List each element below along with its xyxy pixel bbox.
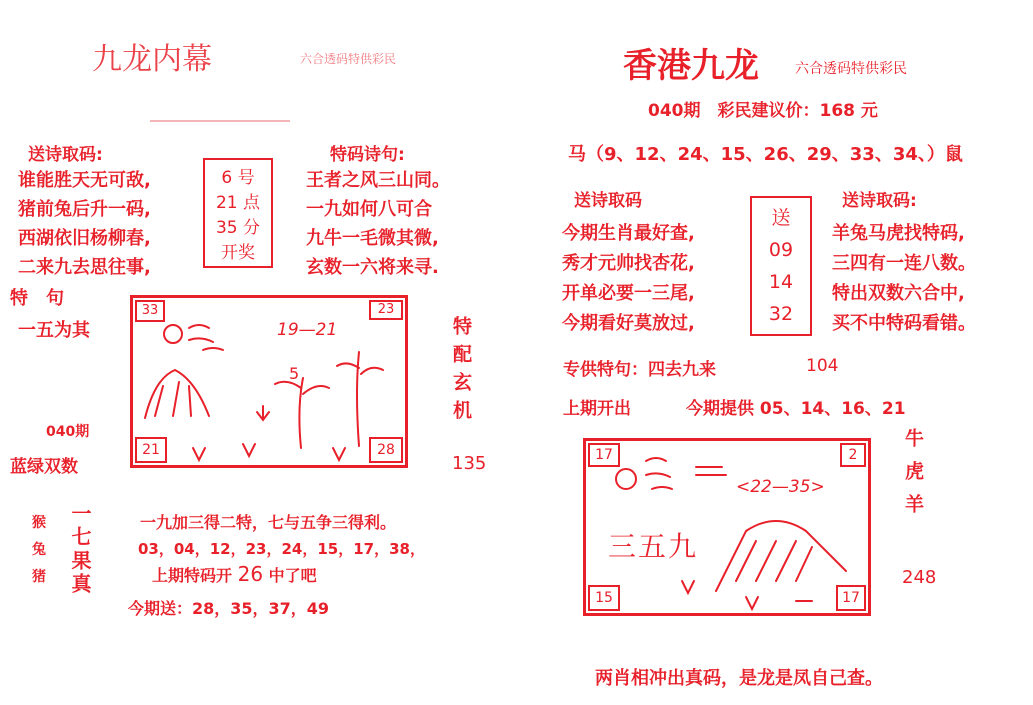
poem-line: 猪前兔后升一码, <box>18 199 151 220</box>
send-box-line: 14 <box>768 271 794 293</box>
right-special-label: 专供特句：四去九来 <box>563 360 716 380</box>
left-time-box <box>203 158 273 268</box>
poem-line: 一九如何八可合 <box>306 199 432 220</box>
zodiac-item: 兔 <box>32 542 46 558</box>
left-side-number: 135 <box>452 453 487 474</box>
send-box-line: 09 <box>768 239 794 261</box>
send-box-line: 32 <box>768 303 794 325</box>
poem-line: 谁能胜天无可敌, <box>18 170 151 191</box>
right-horse-line: 马（9、12、24、15、26、29、33、34、）鼠 <box>568 144 963 165</box>
right-title: 香港九龙 <box>623 46 759 86</box>
left-vertical-phrase-1: 一七 <box>68 503 92 549</box>
zodiac-item: 猴 <box>32 515 46 531</box>
left-vertical-phrase-2: 果真 <box>68 550 92 596</box>
left-poem-header-left: 送诗取码: <box>28 145 103 165</box>
last-number: 26 <box>237 562 264 586</box>
picture-corner-tl: 33 <box>135 300 165 322</box>
picture-corner-tl: 17 <box>588 443 620 467</box>
right-picture-frame <box>583 438 871 616</box>
poem-line: 开单必要一三尾, <box>562 283 695 304</box>
left-poem-right <box>306 166 450 282</box>
picture-corner-bl: 15 <box>588 585 620 611</box>
left-title-sub: 六合透码特供彩民 <box>300 52 397 66</box>
poem-line: 九牛一毛微其微, <box>306 228 439 249</box>
picture-corner-bl: 21 <box>135 437 167 463</box>
left-issue: 040期 <box>46 424 90 440</box>
last-prefix: 上期特码开 <box>152 566 233 585</box>
zodiac-item: 猪 <box>32 569 46 585</box>
left-poem-left <box>18 166 151 282</box>
left-title: 九龙内幕 <box>92 42 212 77</box>
poem-line: 秀才元帅找杏花, <box>562 253 695 274</box>
right-special-number: 104 <box>806 356 839 376</box>
picture-sketch <box>586 441 874 619</box>
left-side-vertical: 特配玄机 <box>450 316 472 428</box>
left-last-line <box>152 562 317 586</box>
poem-line: 二来九去思往事, <box>18 257 151 278</box>
poem-line: 买不中特码看错。 <box>832 313 976 334</box>
picture-corner-br: 28 <box>369 437 403 463</box>
left-formula: 一九加三得二特，七与五争三得利。 <box>140 513 397 532</box>
picture-scribble: 19—21 <box>277 320 338 340</box>
right-poem-right <box>832 219 976 339</box>
right-side-number: 248 <box>902 567 937 588</box>
time-box-line: 开奖 <box>221 243 255 263</box>
poem-line: 特出双数六合中, <box>832 283 965 304</box>
left-issue-text: 蓝绿双数 <box>10 457 78 477</box>
poem-line: 三四有一连八数。 <box>832 253 976 274</box>
left-title-underline <box>150 120 290 122</box>
picture-sketch <box>133 298 411 471</box>
right-side-vertical: 牛虎羊 <box>902 428 924 527</box>
right-price-line: 040期 彩民建议价：168 元 <box>648 101 878 121</box>
picture-corner-br: 17 <box>836 585 866 611</box>
left-poem-header-right: 特码诗句: <box>330 145 405 165</box>
left-picture-frame <box>130 295 408 468</box>
left-numbers-line: 03，04，12，23，24，15，17，38， <box>138 540 425 558</box>
picture-mark: 5 <box>289 364 300 383</box>
left-zodiacs <box>32 510 46 591</box>
poem-line: 今期生肖最好查, <box>562 223 695 244</box>
right-title-sub: 六合透码特供彩民 <box>795 61 907 77</box>
picture-corner-tr: 23 <box>369 300 403 320</box>
send-box-line: 送 <box>771 207 791 229</box>
poem-line: 西湖依旧杨柳春, <box>18 228 151 249</box>
picture-chars: 三五九 <box>608 530 699 563</box>
poem-line: 今期看好莫放过, <box>562 313 695 334</box>
right-poem-header-left: 送诗取码 <box>574 191 642 211</box>
time-box-line: 6 号 <box>221 168 255 188</box>
poem-line: 王者之风三山同。 <box>306 170 450 191</box>
left-special-label: 特 句 <box>10 288 64 309</box>
left-special-text: 一五为其 <box>18 320 90 341</box>
right-footer: 两肖相冲出真码，是龙是凤自己查。 <box>595 668 883 689</box>
left-this-send: 今期送：28，35，37，49 <box>128 599 330 618</box>
time-box-line: 21 点 <box>215 193 261 213</box>
poem-line: 羊兔马虎找特码, <box>832 223 965 244</box>
right-send-box <box>750 196 812 336</box>
picture-scribble: <22—35> <box>736 477 825 497</box>
poem-line: 玄数一六将来寻. <box>306 257 439 278</box>
picture-corner-tr: 2 <box>840 443 866 467</box>
right-poem-header-right: 送诗取码: <box>842 191 917 211</box>
right-last-label: 上期开出 <box>563 399 631 419</box>
right-offer: 今期提供 05、14、16、21 <box>686 399 906 419</box>
right-poem-left <box>562 219 695 339</box>
last-suffix: 中了吧 <box>268 566 317 585</box>
time-box-line: 35 分 <box>215 218 261 238</box>
